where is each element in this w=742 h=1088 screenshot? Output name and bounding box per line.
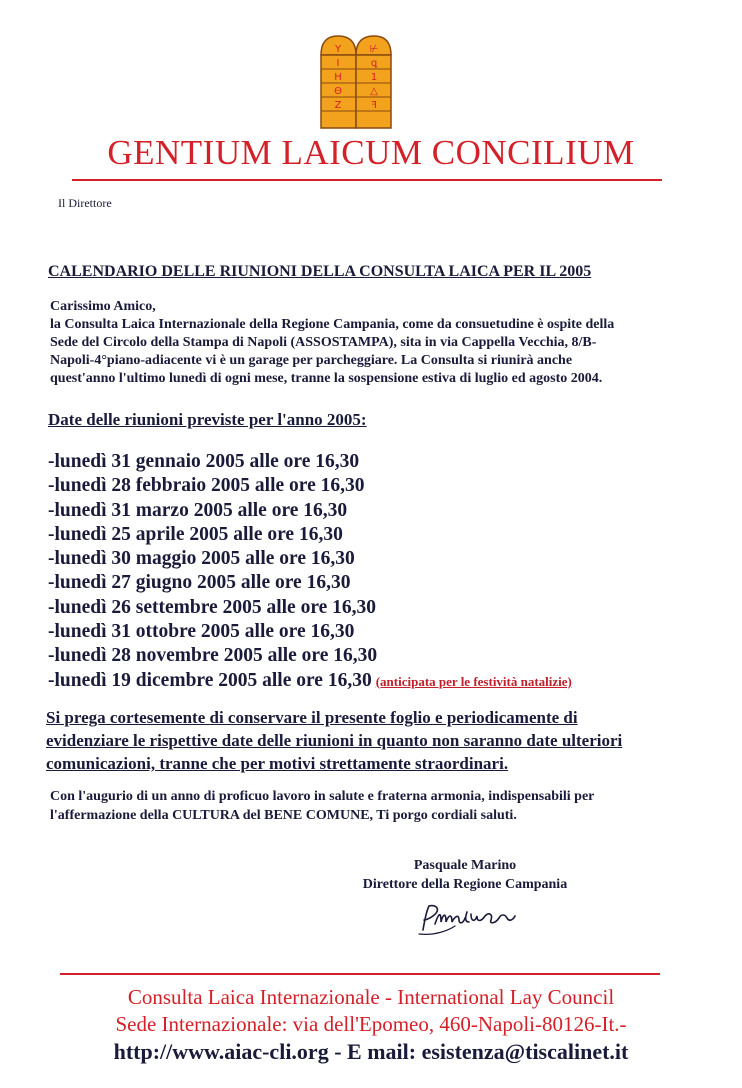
svg-text:H: H [334, 72, 342, 83]
request-line: comunicazioni, tranne che per motivi strettamente straordinari. [46, 754, 509, 773]
handwritten-signature [415, 900, 530, 942]
svg-text:Y: Y [334, 44, 342, 55]
footer-contacts: http://www.aiac-cli.org - E mail: esistenza@tiscalinet.it [113, 1039, 629, 1064]
sender-role: Il Direttore [58, 196, 112, 210]
meeting-date: -lunedì 31 gennaio 2005 alle ore 16,30 [48, 451, 360, 472]
signatory-name: Pasquale Marino [413, 858, 517, 873]
svg-text:Θ: Θ [334, 86, 342, 97]
meeting-date: -lunedì 19 dicembre 2005 alle ore 16,30 (anticipata per le festività natalizie) [48, 669, 572, 691]
intro-line: Napoli-4°piano-adiacente vi è un garage per parcheggiare. La Consulta si riunirà anche [50, 353, 573, 368]
intro-line: Sede del Circolo della Stampa di Napoli (ASSOSTAMPA), sita in via Cappella Vecchia, 8/B- [50, 335, 597, 350]
closing-paragraph [50, 787, 594, 825]
december-note: (anticipata per le festività natalizie) [375, 673, 572, 689]
calendar-title: CALENDARIO DELLE RIUNIONI DELLA CONSULTA LAICA PER IL 2005 [48, 263, 592, 280]
svg-text:△: △ [370, 86, 378, 97]
intro-line: quest'anno l'ultimo lunedì di ogni mese, tranne la sospensione estiva di luglio ed agosto 2004. [50, 371, 603, 386]
meeting-dates-list [48, 450, 572, 694]
organization-title: GENTIUM LAICUM CONCILIUM [107, 133, 635, 172]
meeting-date: -lunedì 28 novembre 2005 alle ore 16,30 [48, 645, 378, 667]
footer-organization: Consulta Laica Internazionale - International Lay Council [127, 985, 615, 1009]
request-line: evidenziare le rispettive date delle riunioni in quanto non saranno date ulteriori [46, 731, 623, 750]
closing-line: l'affermazione della CULTURA del BENE COMUNE, Ti porgo cordiali saluti. [50, 808, 517, 823]
meeting-date: -lunedì 28 febbraio 2005 alle ore 16,30 [48, 475, 365, 497]
intro-paragraph [50, 298, 710, 388]
meeting-date: -lunedì 31 ottobre 2005 alle ore 16,30 [48, 621, 355, 643]
closing-line: Con l'augurio di un anno di proficuo lavoro in salute e fraterna armonia, indispensabili per [50, 789, 595, 804]
svg-text:Z: Z [334, 100, 342, 111]
footer-divider [60, 973, 660, 975]
meeting-date: -lunedì 25 aprile 2005 alle ore 16,30 [48, 523, 343, 545]
meeting-date: -lunedì 31 marzo 2005 alle ore 16,30 [48, 499, 348, 521]
svg-text:I: I [336, 58, 340, 69]
meeting-date: -lunedì 30 maggio 2005 alle ore 16,30 [48, 548, 355, 570]
tablets-of-law-icon [318, 33, 394, 131]
footer-address: Sede Internazionale: via dell'Epomeo, 460-Napoli-80126-It.- [115, 1012, 627, 1036]
svg-text:ꟻ: ꟻ [371, 100, 377, 111]
intro-line: Carissimo Amico, [50, 299, 156, 314]
meeting-date: -lunedì 26 settembre 2005 alle ore 16,30 [48, 596, 377, 618]
svg-text:ꝗ: ꝗ [370, 58, 378, 69]
signatory-role: Direttore della Regione Campania [362, 877, 568, 892]
header-divider [72, 179, 662, 181]
request-paragraph [46, 706, 686, 775]
dates-heading: Date delle riunioni previste per l'anno 2005: [48, 410, 367, 429]
svg-text:⊬: ⊬ [369, 44, 379, 55]
intro-line: la Consulta Laica Internazionale della Regione Campania, come da consuetudine è ospite della [50, 317, 615, 332]
meeting-date: -lunedì 27 giugno 2005 alle ore 16,30 [48, 572, 351, 594]
request-line: Si prega cortesemente di conservare il presente foglio e periodicamente di [46, 708, 578, 727]
svg-text:1: 1 [370, 72, 378, 83]
